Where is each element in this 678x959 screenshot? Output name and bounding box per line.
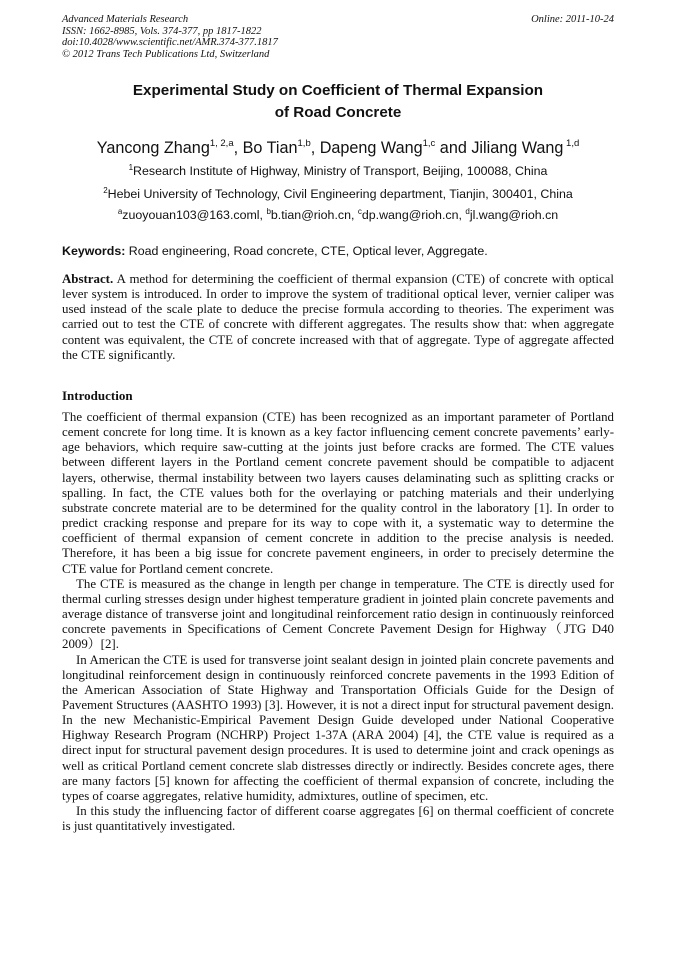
paragraph: The CTE is measured as the change in length per change in temperature. The CTE is directly used for thermal curling stresses design under highest temperature gradient in jointed plain concrete pavements and average distance of transverse joint and longitudinal reinforcement ratio design in continuously reinforced concrete pavements in Specifications of Cement Concrete Pavement Design for Highway（JTG D40 2009）[2]. [62, 576, 614, 652]
keywords [62, 243, 614, 259]
paragraph: In American the CTE is used for transverse joint sealant design in jointed plain concrete pavements and longitudinal reinforcement design in continuously reinforced concrete pavements in the 1993 Edition of the American Association of State Highway and Transportation Officials Guide for the Design of Pavement Structures (AASHTO 1993) [3]. However, it is not a direct input for structural pavement design. In the new Mechanistic-Empirical Pavement Design Guide developed under National Cooperative Highway Research Program (NCHRP) Project 1-37A (ARA 2004) [4], the CTE value is required as a direct input for structural pavement design procedures. It is used to determine joint and crack openings as well as critical Portland cement concrete slab distresses directly or indirectly. Besides concrete ages, there are many factors [5] known for affecting the coefficient of thermal expansion of concrete, including the types of coarse aggregates, relative humidity, admixtures, outline of specimen, etc. [62, 652, 614, 803]
title-line-1: Experimental Study on Coefficient of Thermal Expansion [132, 82, 544, 99]
issn-line: ISSN: 1662-8985, Vols. 374-377, pp 1817-1822 [62, 25, 262, 37]
author-name: Bo Tian [242, 139, 298, 157]
email-link[interactable]: zuoyouan103@163.coml, [122, 208, 267, 222]
section-heading-introduction: Introduction [62, 388, 133, 403]
author-sup: 1,b [297, 138, 311, 149]
online-date: Online: 2011-10-24 [531, 14, 614, 25]
affiliation-sup: 1 [128, 163, 134, 172]
author-sup: 1, 2,a [209, 138, 234, 149]
abstract-label: Abstract. [62, 272, 114, 286]
email-sup: a [117, 207, 123, 216]
abstract-text: A method for determining the coefficient of thermal expansion (CTE) of concrete with optical lever system is introduced. In order to improve the system of traditional optical lever, vernier caliper was used instead of the scale plate to deduce the precise formula according to theories. The experiment was carried out to test the CTE of concrete with different aggregates. The results show that: when aggregate content was equivalent, the CTE of concrete increased with that of aggregate. Type of aggregate affected the CTE significantly. [62, 272, 614, 362]
email-sup: d [465, 207, 470, 216]
journal-header [62, 14, 614, 60]
author-sup: 1,c [422, 138, 436, 149]
copyright-line: © 2012 Trans Tech Publications Ltd, Switzerland [62, 48, 270, 60]
email-list [62, 207, 614, 223]
email-sup: b [266, 207, 271, 216]
author-name: Jiliang Wang [471, 139, 564, 157]
affiliation-sup: 2 [103, 186, 108, 195]
paper-title [62, 80, 614, 124]
journal-name: Advanced Materials Research [62, 14, 189, 25]
title-line-2: of Road Concrete [274, 104, 402, 121]
doi-line: doi:10.4028/www.scientific.net/AMR.374-377.1817 [62, 37, 278, 48]
email-sup: c [357, 207, 362, 216]
author-name: Yancong Zhang [96, 139, 210, 157]
author-sep: , [310, 139, 320, 157]
author-sup: 1,d [563, 138, 580, 149]
keywords-label: Keywords: [62, 244, 126, 258]
affiliation-text: Hebei University of Technology, Civil Engineering department, Tianjin, 300401, China [107, 187, 573, 201]
email-link[interactable]: jl.wang@rioh.cn [469, 208, 559, 222]
author-list [62, 138, 614, 158]
email-link[interactable]: dp.wang@rioh.cn, [361, 208, 466, 222]
affiliation-text: Research Institute of Highway, Ministry of Transport, Beijing, 100088, China [133, 164, 548, 178]
author-name: Dapeng Wang [319, 139, 423, 157]
email-link[interactable]: b.tian@rioh.cn, [270, 208, 358, 222]
paragraph: The coefficient of thermal expansion (CTE) has been recognized as an important parameter of Portland cement concrete for long time. It is known as a key factor influencing cement concrete pavements’ early-age behaviors, which require saw-cutting at the joints just before cracks are formed. The CTE values between different layers in the Portland cement concrete pavement should be compatible to adjacent layers, otherwise, thermal instability between two layers causes delaminating such as splitting cracks or spalling. In fact, the CTE values both for the overlaying or patching materials and their underlying substrate concrete material are to be determined for the quality control in the laboratory [1]. In order to predict cracking response and prepare for its way to cope with it, a systematic way to determine the coefficient of thermal expansion of cement concrete in addition to the precise analysis is needed. Therefore, it has been a big issue for concrete pavement engineers, in order to precisely determine the CTE value for Portland cement concrete. [62, 410, 614, 576]
author-sep: and [435, 139, 472, 157]
introduction-body [62, 410, 614, 834]
paragraph: In this study the influencing factor of different coarse aggregates [6] on thermal coefficient of concrete is just quantitatively investigated. [62, 804, 614, 834]
affiliation-2 [62, 186, 614, 202]
author-sep: , [233, 139, 243, 157]
keywords-text: Road engineering, Road concrete, CTE, Optical lever, Aggregate. [125, 244, 488, 258]
affiliation-1 [62, 163, 614, 179]
abstract [62, 272, 614, 363]
